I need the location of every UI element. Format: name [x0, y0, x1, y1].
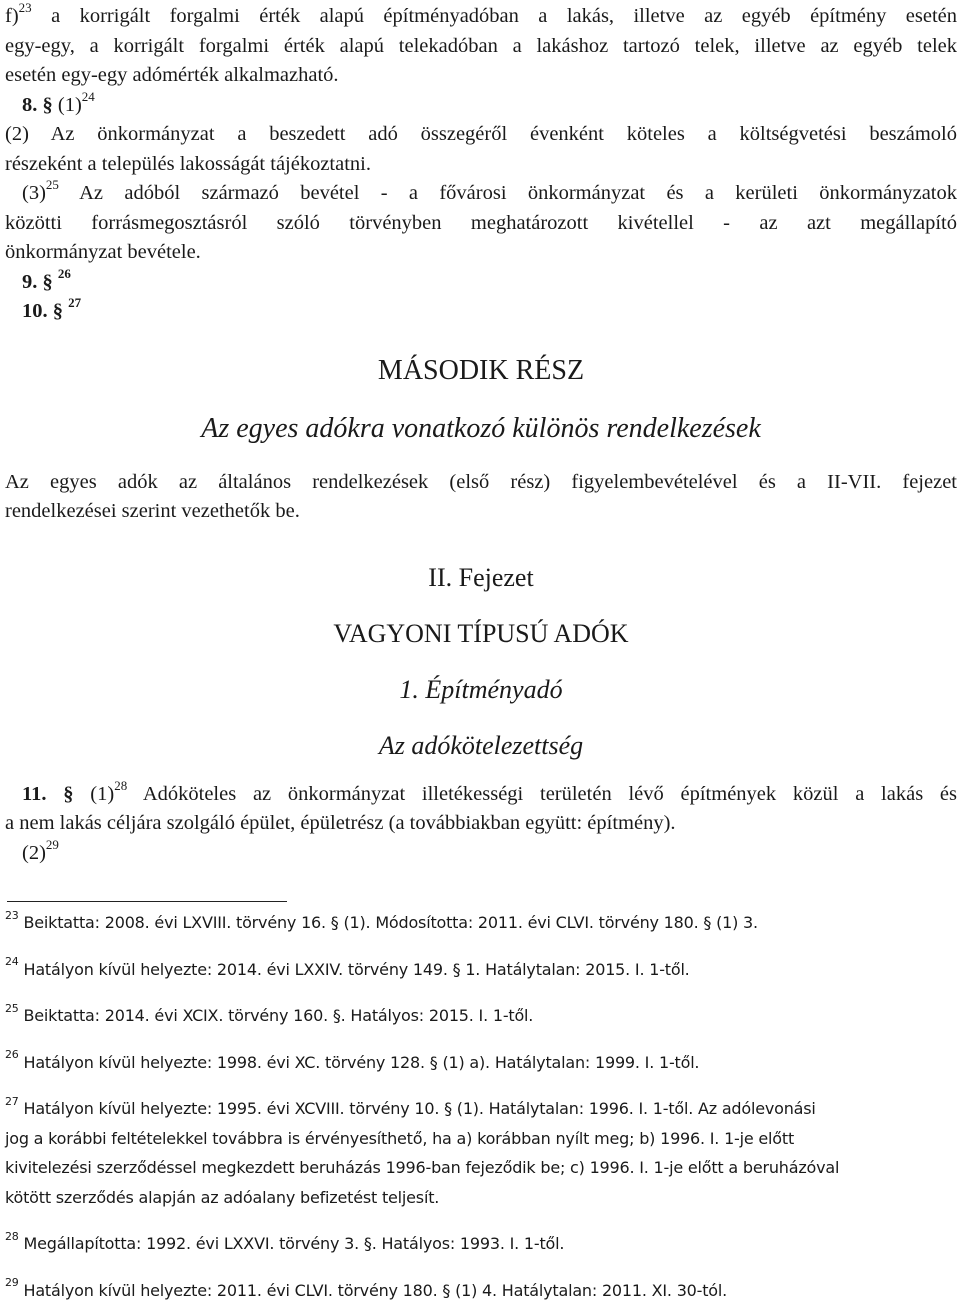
footnote-text: Beiktatta: 2014. évi XCIX. törvény 160. §. Hatályos: 2015. I. 1-től.	[24, 1006, 534, 1025]
paragraph-sign: §	[53, 300, 63, 322]
footnote-ref-25[interactable]: 25	[46, 177, 59, 192]
footnote-text: Hatályon kívül helyezte: 2011. évi CLVI. törvény 180. § (1) 4. Hatálytalan: 2011. XI. 30-tól.	[24, 1281, 728, 1300]
paragraph-label: (1)	[58, 94, 82, 116]
footnote-line: kivitelezési szerződéssel megkezdett beruházás 1996-ban fejeződik be; c) 1996. I. 1-je előtt a beruházóval	[5, 1153, 957, 1183]
paragraph-text: Adóköteles az önkormányzat illetékességi területén lévő építmények közül a lakás és	[143, 783, 957, 805]
footnote-line	[5, 1001, 957, 1031]
section-8-p3-line-3: önkormányzat bevétele.	[5, 238, 957, 268]
footnote-number: 27	[5, 1095, 19, 1108]
paragraph-label: (2)	[22, 842, 46, 864]
footnote-line	[5, 1276, 957, 1305]
paragraph-sign: §	[43, 94, 53, 116]
paragraph-label: (3)	[22, 182, 46, 204]
footnote-ref-27[interactable]: 27	[68, 295, 81, 310]
item-f-text: a korrigált forgalmi érték alapú építményadóban a lakás, illetve az egyéb építmény esetén	[51, 5, 957, 27]
footnote-27	[5, 1094, 957, 1212]
footnote-line	[5, 1048, 957, 1078]
footnote-ref-24[interactable]: 24	[82, 89, 95, 104]
item-f-line-1	[5, 2, 957, 32]
part-title: MÁSODIK RÉSZ	[5, 354, 957, 388]
chapter-title: VAGYONI TÍPUSÚ ADÓK	[5, 618, 957, 650]
footnote-24	[5, 955, 957, 985]
footnote-25	[5, 1001, 957, 1031]
part-intro-line-2: rendelkezései szerint vezethetők be.	[5, 497, 957, 527]
section-8-p2-line-1: (2) Az önkormányzat a beszedett adó összegéről évenként köteles a költségvetési beszámoló	[5, 120, 957, 150]
paragraph-sign: §	[43, 271, 53, 293]
section-8	[5, 91, 957, 268]
section-title: 1. Építményadó	[5, 674, 957, 706]
footnote-text: Hatályon kívül helyezte: 2014. évi LXXIV. törvény 149. § 1. Hatálytalan: 2015. I. 1-től.	[24, 960, 690, 979]
footnote-line: kötött szerződés alapján az adóalany befizetést teljesít.	[5, 1183, 957, 1213]
footnote-line	[5, 908, 957, 938]
footnote-ref-26[interactable]: 26	[58, 266, 71, 281]
paragraph-text: Az adóból származó bevétel - a fővárosi önkormányzat és a kerületi önkormányzatok	[79, 182, 957, 204]
page-content	[5, 0, 957, 1305]
footnote-text: Hatályon kívül helyezte: 1995. évi XCVIII. törvény 10. § (1). Hatálytalan: 1996. I. 1-től. Az adólevonási	[24, 1099, 816, 1118]
section-number: 8.	[22, 94, 37, 116]
footnote-23	[5, 908, 957, 938]
footnote-ref-23[interactable]: 23	[19, 0, 32, 15]
section-8-heading	[5, 91, 957, 121]
part-subtitle: Az egyes adókra vonatkozó különös rendelkezések	[5, 412, 957, 446]
footnote-29	[5, 1276, 957, 1305]
part-intro-line-1: Az egyes adók az általános rendelkezések (első rész) figyelembevételével és a II-VII. fejezet	[5, 468, 957, 498]
section-8-p3-line-2: közötti forrásmegosztásról szóló törvényben meghatározott kivétellel - az azt megállapító	[5, 209, 957, 239]
item-label: f)	[5, 5, 19, 27]
footnote-number: 28	[5, 1230, 19, 1243]
footnote-text: Megállapította: 1992. évi LXXVI. törvény 3. §. Hatályos: 1993. I. 1-től.	[24, 1234, 565, 1253]
section-number: 10.	[22, 300, 48, 322]
section-number: 9.	[22, 271, 37, 293]
section-number: 11.	[22, 783, 47, 805]
footnote-28	[5, 1229, 957, 1259]
footnote-number: 26	[5, 1048, 19, 1061]
paragraph-sign: §	[63, 783, 73, 805]
part-intro	[5, 468, 957, 527]
section-9	[5, 268, 957, 298]
footnotes	[5, 908, 957, 1305]
item-f-line-2: egy-egy, a korrigált forgalmi érték alapú telekadóban a lakáshoz tartozó telek, illetve az egyéb telek	[5, 32, 957, 62]
section-11-p1-line-1	[5, 780, 957, 810]
paragraph-label: (1)	[90, 783, 114, 805]
footnote-ref-28[interactable]: 28	[114, 778, 127, 793]
footnote-ref-29[interactable]: 29	[46, 837, 59, 852]
footnote-line: jog a korábbi feltételekkel továbbra is érvényesíthető, ha a) korábban nyílt meg; b) 1996. I. 1-je előtt	[5, 1124, 957, 1154]
footnote-26	[5, 1048, 957, 1078]
footnote-number: 25	[5, 1002, 19, 1015]
item-f-line-3: esetén egy-egy adómérték alkalmazható.	[5, 61, 957, 91]
footnote-line	[5, 955, 957, 985]
section-10	[5, 297, 957, 327]
footnote-text: Hatályon kívül helyezte: 1998. évi XC. törvény 128. § (1) a). Hatálytalan: 1999. I. 1-től.	[24, 1053, 700, 1072]
section-subtitle: Az adókötelezettség	[5, 730, 957, 762]
section-8-p2-line-2: részeként a település lakosságát tájékoztatni.	[5, 150, 957, 180]
footnote-line	[5, 1094, 957, 1124]
section-8-p3-line-1	[5, 179, 957, 209]
footnote-number: 23	[5, 909, 19, 922]
chapter-number: II. Fejezet	[5, 562, 957, 594]
section-11-p2	[5, 839, 957, 869]
footnote-line	[5, 1229, 957, 1259]
footnote-number: 29	[5, 1276, 19, 1289]
section-11	[5, 780, 957, 869]
footnote-text: Beiktatta: 2008. évi LXVIII. törvény 16. § (1). Módosította: 2011. évi CLVI. törvény 180. § (1) 3.	[24, 913, 758, 932]
footnote-separator	[7, 901, 287, 902]
footnote-number: 24	[5, 955, 19, 968]
item-f	[5, 2, 957, 91]
section-11-p1-line-2: a nem lakás céljára szolgáló épület, épületrész (a továbbiakban együtt: építmény).	[5, 809, 957, 839]
